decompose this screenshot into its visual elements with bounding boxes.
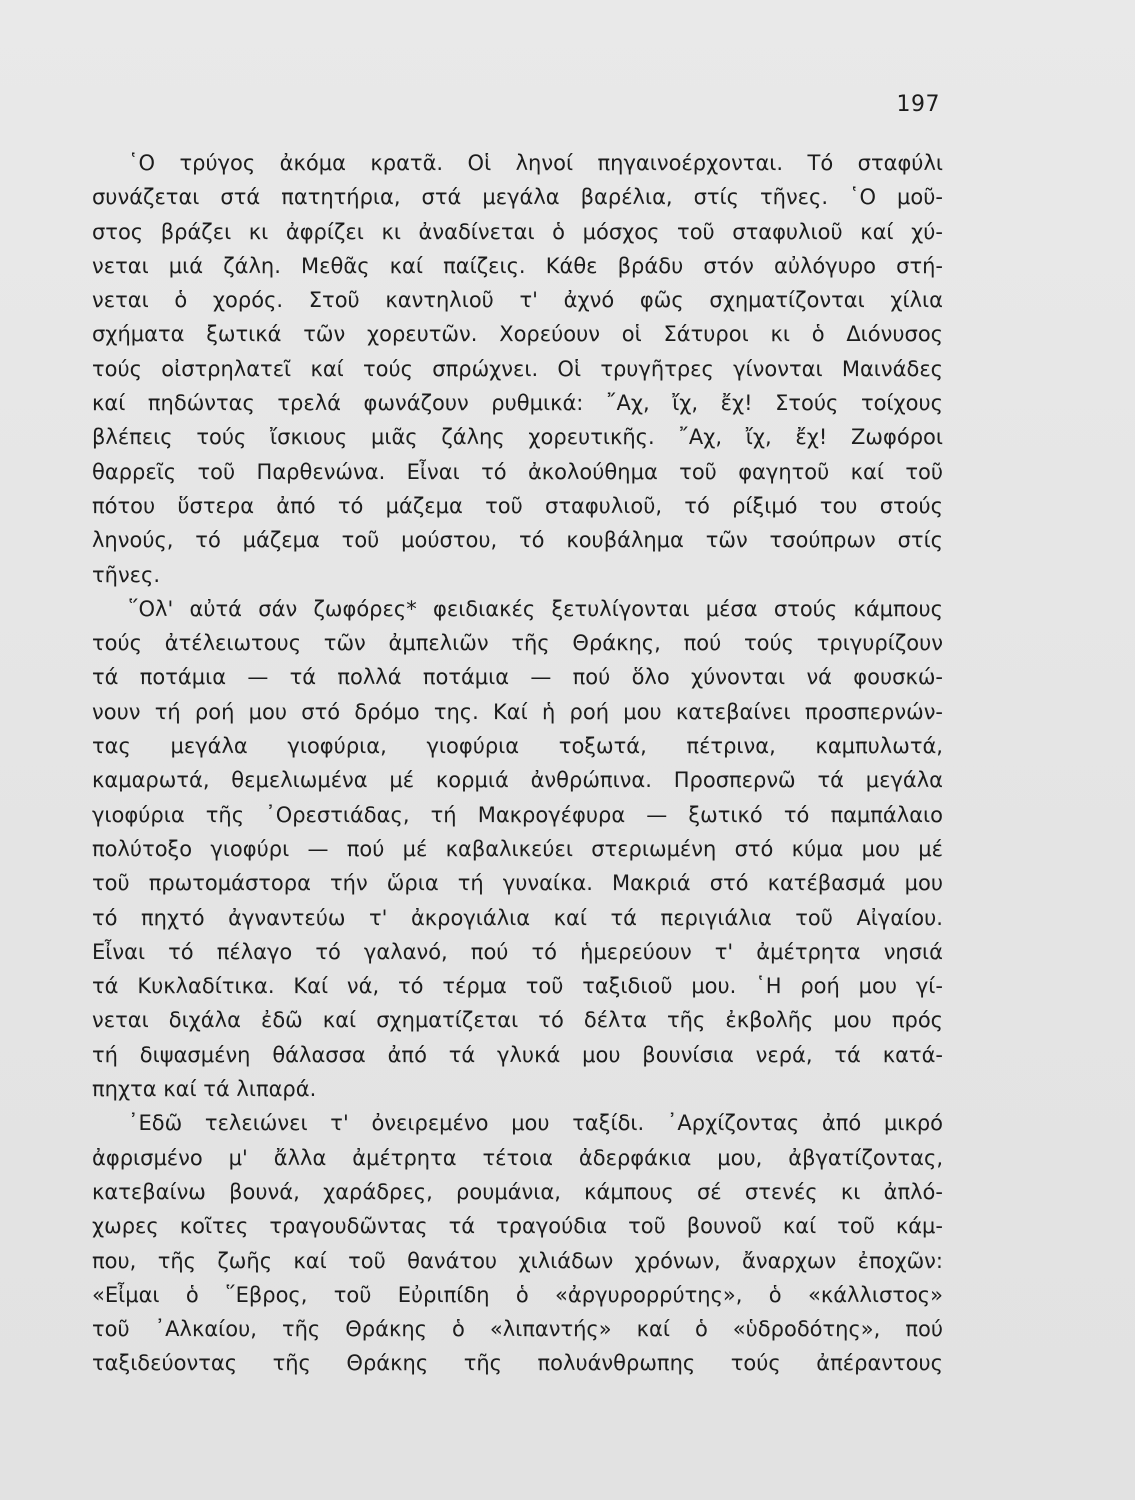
text-line: πότου ὕστερα ἀπό τό μάζεμα τοῦ σταφυλιοῦ, τό ρίξιμό του στούς (92, 493, 943, 518)
text-line: τούς ἀτέλειωτους τῶν ἀμπελιῶν τῆς Θράκης, πού τούς τριγυρίζουν (92, 631, 943, 656)
text-line: νεται διχάλα ἐδῶ καί σχηματίζεται τό δέλτα τῆς ἐκβολῆς μου πρός (92, 1008, 943, 1033)
text-line: βλέπεις τούς ἴσκιους μιᾶς ζάλης χορευτικῆς. ῎Αχ, ἴχ, ἔχ! Ζωφόροι (92, 425, 943, 450)
text-line: στος βράζει κι ἀφρίζει κι ἀναδίνεται ὁ μόσχος τοῦ σταφυλιοῦ καί χύ- (92, 219, 943, 244)
text-line: νεται ὁ χορός. Στοῦ καντηλιοῦ τ' ἀχνό φῶς σχηματίζονται χίλια (92, 288, 943, 313)
paragraph-2 (92, 592, 943, 1106)
paragraph-3 (92, 1106, 943, 1380)
text-line: χωρες κοῖτες τραγουδῶντας τά τραγούδια τοῦ βουνοῦ καί τοῦ κάμ- (92, 1214, 943, 1239)
text-line: τούς οἰστρηλατεῖ καί τούς σπρώχνει. Οἱ τρυγῆτρες γίνονται Μαινάδες (92, 356, 943, 381)
text-line: τοῦ ᾿Αλκαίου, τῆς Θράκης ὁ «λιπαντής» καί ὁ «ὑδροδότης», πού (92, 1317, 943, 1342)
text-line: ᾿Εδῶ τελειώνει τ' ὀνειρεμένο μου ταξίδι. ᾿Αρχίζοντας ἀπό μικρό (128, 1111, 943, 1136)
text-line: τή διψασμένη θάλασσα ἀπό τά γλυκά μου βουνίσια νερά, τά κατά- (92, 1042, 943, 1067)
text-line: πηχτα καί τά λιπαρά. (92, 1077, 317, 1102)
text-line: ληνούς, τό μάζεμα τοῦ μούστου, τό κουβάλημα τῶν τσούπρων στίς (92, 528, 943, 553)
text-line: ἀφρισμένο μ' ἄλλα ἀμέτρητα τέτοια ἀδερφάκια μου, ἀβγατίζοντας, (92, 1145, 943, 1170)
text-line: καί πηδώντας τρελά φωνάζουν ρυθμικά: ῎Αχ, ἴχ, ἔχ! Στούς τοίχους (92, 391, 943, 416)
text-line: νουν τή ροή μου στό δρόμο της. Καί ἡ ροή μου κατεβαίνει προσπερνών- (92, 699, 943, 724)
text-line: «Εἶμαι ὁ ῞Εβρος, τοῦ Εὐριπίδη ὁ «ἀργυρορρύτης», ὁ «κάλλιστος» (92, 1282, 943, 1307)
text-line: τῆνες. (92, 562, 161, 587)
text-line: ῞Ολ' αὐτά σάν ζωφόρες* φειδιακές ξετυλίγονται μέσα στούς κάμπους (128, 596, 943, 621)
text-line: καμαρωτά, θεμελιωμένα μέ κορμιά ἀνθρώπινα. Προσπερνῶ τά μεγάλα (92, 768, 943, 793)
text-line: θαρρεῖς τοῦ Παρθενώνα. Εἶναι τό ἀκολούθημα τοῦ φαγητοῦ καί τοῦ (92, 459, 943, 484)
body-text (92, 146, 943, 1381)
text-line: ῾Ο τρύγος ἀκόμα κρατᾶ. Οἱ ληνοί πηγαινοέρχονται. Τό σταφύλι (128, 151, 943, 175)
text-line: σχήματα ξωτικά τῶν χορευτῶν. Χορεύουν οἱ Σάτυροι κι ὁ Διόνυσος (92, 322, 943, 347)
text-line: τας μεγάλα γιοφύρια, γιοφύρια τοξωτά, πέτρινα, καμπυλωτά, (92, 734, 943, 759)
text-line: ταξιδεύοντας τῆς Θράκης τῆς πολυάνθρωπης τούς ἀπέραντους (92, 1351, 943, 1376)
text-line: κατεβαίνω βουνά, χαράδρες, ρουμάνια, κάμπους σέ στενές κι ἀπλό- (92, 1179, 943, 1204)
text-line: συνάζεται στά πατητήρια, στά μεγάλα βαρέλια, στίς τῆνες. ῾Ο μοῦ- (92, 185, 943, 210)
text-line: Εἶναι τό πέλαγο τό γαλανό, πού τό ἡμερεύουν τ' ἀμέτρητα νησιά (92, 939, 943, 964)
page-number: 197 (896, 92, 940, 117)
text-line: τό πηχτό ἀγναντεύω τ' ἀκρογιάλια καί τά περιγιάλια τοῦ Αἰγαίου. (92, 905, 943, 930)
text-line: νεται μιά ζάλη. Μεθᾶς καί παίζεις. Κάθε βράδυ στόν αὐλόγυρο στή- (92, 253, 943, 278)
text-line: τά Κυκλαδίτικα. Καί νά, τό τέρμα τοῦ ταξιδιοῦ μου. ῾Η ροή μου γί- (92, 974, 943, 999)
text-line: πολύτοξο γιοφύρι — πού μέ καβαλικεύει στεριωμένη στό κύμα μου μέ (92, 836, 943, 861)
text-line: τά ποτάμια — τά πολλά ποτάμια — πού ὅλο χύνονται νά φουσκώ- (92, 665, 943, 690)
text-line: που, τῆς ζωῆς καί τοῦ θανάτου χιλιάδων χρόνων, ἄναρχων ἐποχῶν: (92, 1248, 943, 1273)
paragraph-1 (92, 146, 943, 592)
text-line: γιοφύρια τῆς ᾿Ορεστιάδας, τή Μακρογέφυρα — ξωτικό τό παμπάλαιο (92, 802, 943, 827)
text-line: τοῦ πρωτομάστορα τήν ὥρια τή γυναίκα. Μακριά στό κατέβασμά μου (92, 871, 943, 896)
